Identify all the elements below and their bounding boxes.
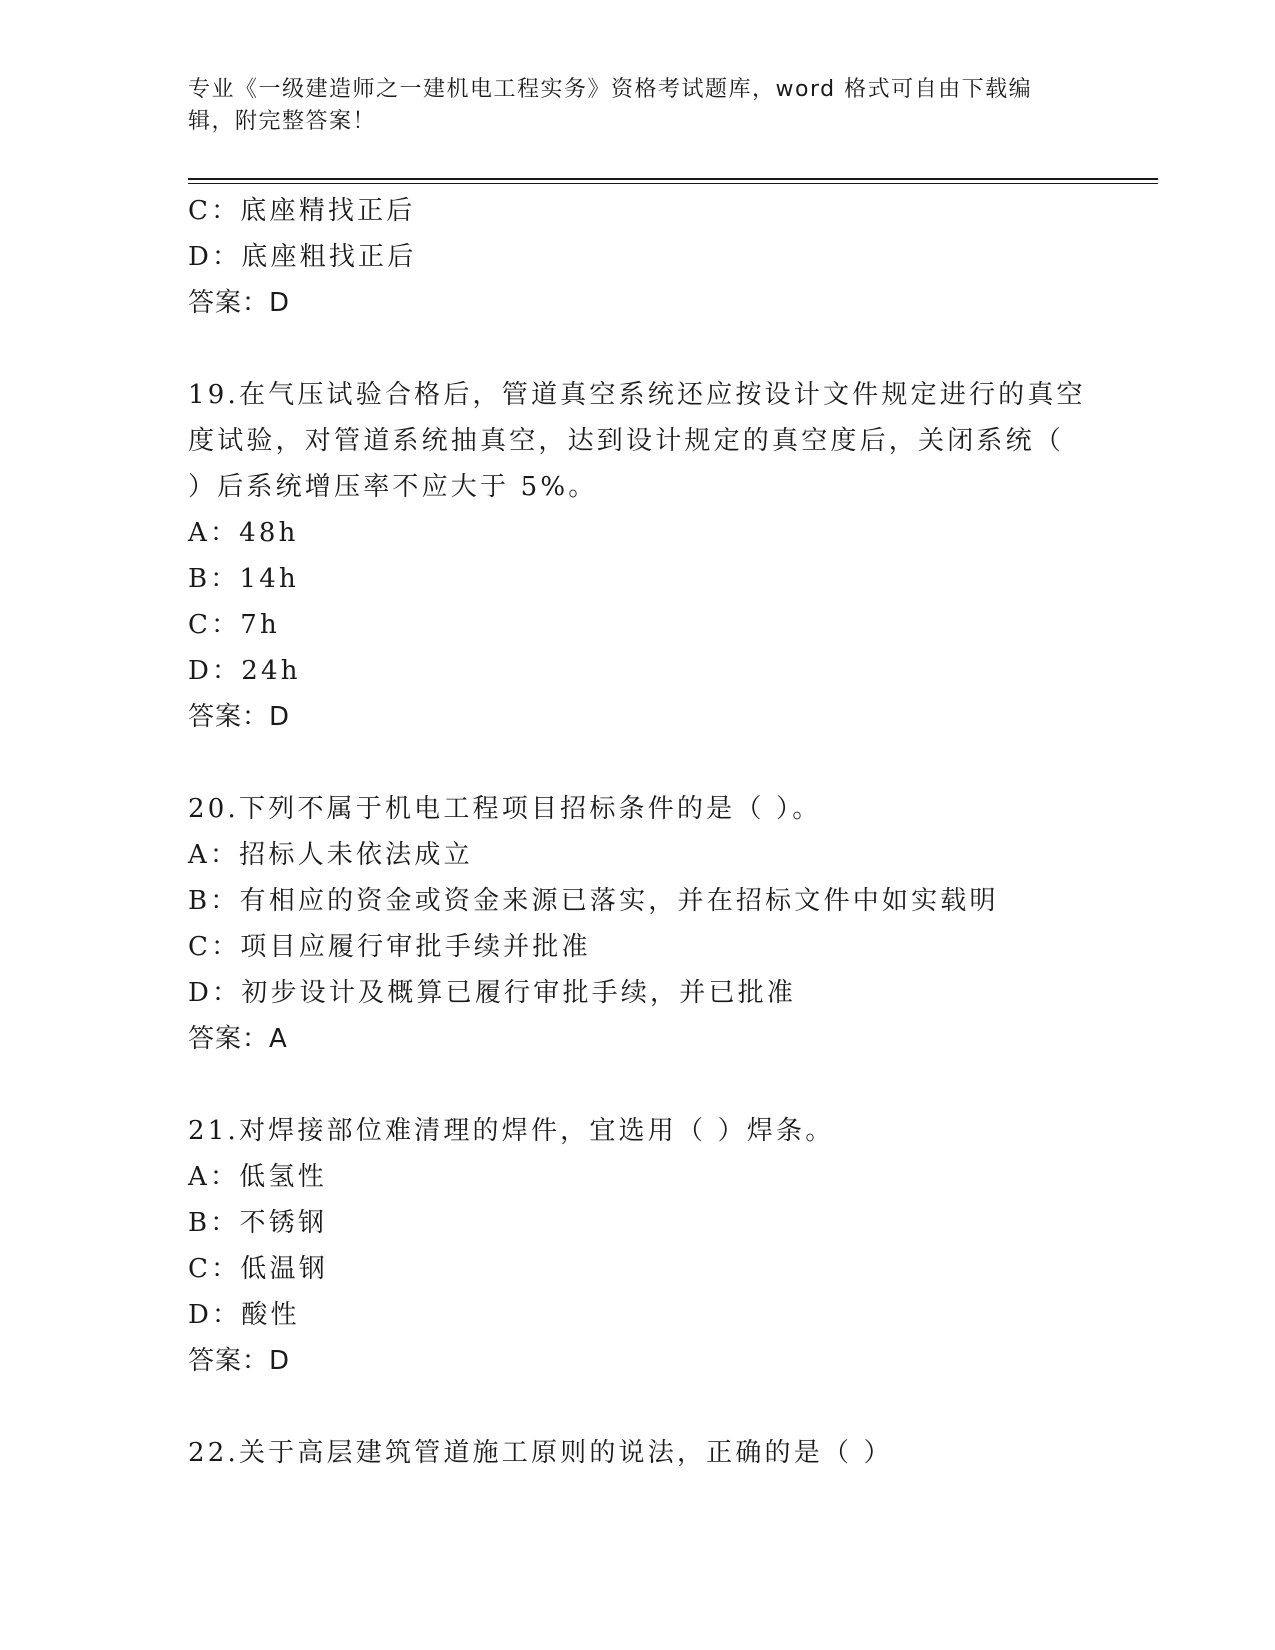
answer-line: 答案：D — [188, 702, 291, 732]
spacer — [188, 1062, 1088, 1108]
question-21 — [188, 1108, 1088, 1384]
option-b: B：不锈钢 — [188, 1208, 328, 1238]
answer-line: 答案：D — [188, 1346, 291, 1376]
option-c: C：低温钢 — [188, 1254, 328, 1284]
question-stem-line: 19.在气压试验合格后，管道真空系统还应按设计文件规定进行的真空 — [188, 380, 1086, 410]
header-line-2: 辑，附完整答案！ — [188, 109, 377, 134]
question-20 — [188, 786, 1088, 1062]
option-c: C：项目应履行审批手续并批准 — [188, 932, 591, 962]
spacer — [188, 740, 1088, 786]
option-d: D：24h — [188, 656, 301, 686]
spacer — [188, 1384, 1088, 1430]
question-stem-line: ）后系统增压率不应大于 5%。 — [188, 472, 598, 502]
option-c: C：底座精找正后 — [188, 196, 416, 226]
question-list — [188, 188, 1088, 1476]
header-divider-thick — [188, 178, 1158, 180]
option-a: A：48h — [188, 518, 299, 548]
option-d: D：底座粗找正后 — [188, 242, 417, 272]
option-d: D：初步设计及概算已履行审批手续，并已批准 — [188, 978, 797, 1008]
question-19 — [188, 372, 1088, 740]
option-c: C：7h — [188, 610, 280, 640]
question-18-tail — [188, 188, 1088, 326]
document-header — [188, 74, 1068, 138]
header-divider-thin — [188, 183, 1158, 184]
option-b: B：14h — [188, 564, 299, 594]
question-stem-line: 21.对焊接部位难清理的焊件，宜选用（ ）焊条。 — [188, 1116, 835, 1146]
answer-line: 答案：A — [188, 1024, 288, 1054]
spacer — [188, 326, 1088, 372]
answer-line: 答案：D — [188, 288, 291, 318]
question-22 — [188, 1430, 1088, 1476]
question-stem-line: 20.下列不属于机电工程项目招标条件的是（ ）。 — [188, 794, 822, 824]
option-a: A：招标人未依法成立 — [188, 840, 473, 870]
option-d: D：酸性 — [188, 1300, 300, 1330]
question-stem-line: 22.关于高层建筑管道施工原则的说法，正确的是（ ） — [188, 1438, 893, 1468]
header-line-1: 专业《一级建造师之一建机电工程实务》资格考试题库，word 格式可自由下载编 — [188, 77, 1033, 102]
question-stem-line: 度试验，对管道系统抽真空，达到设计规定的真空度后，关闭系统（ — [188, 426, 1065, 456]
option-a: A：低氢性 — [188, 1162, 327, 1192]
option-b: B：有相应的资金或资金来源已落实，并在招标文件中如实载明 — [188, 886, 999, 916]
